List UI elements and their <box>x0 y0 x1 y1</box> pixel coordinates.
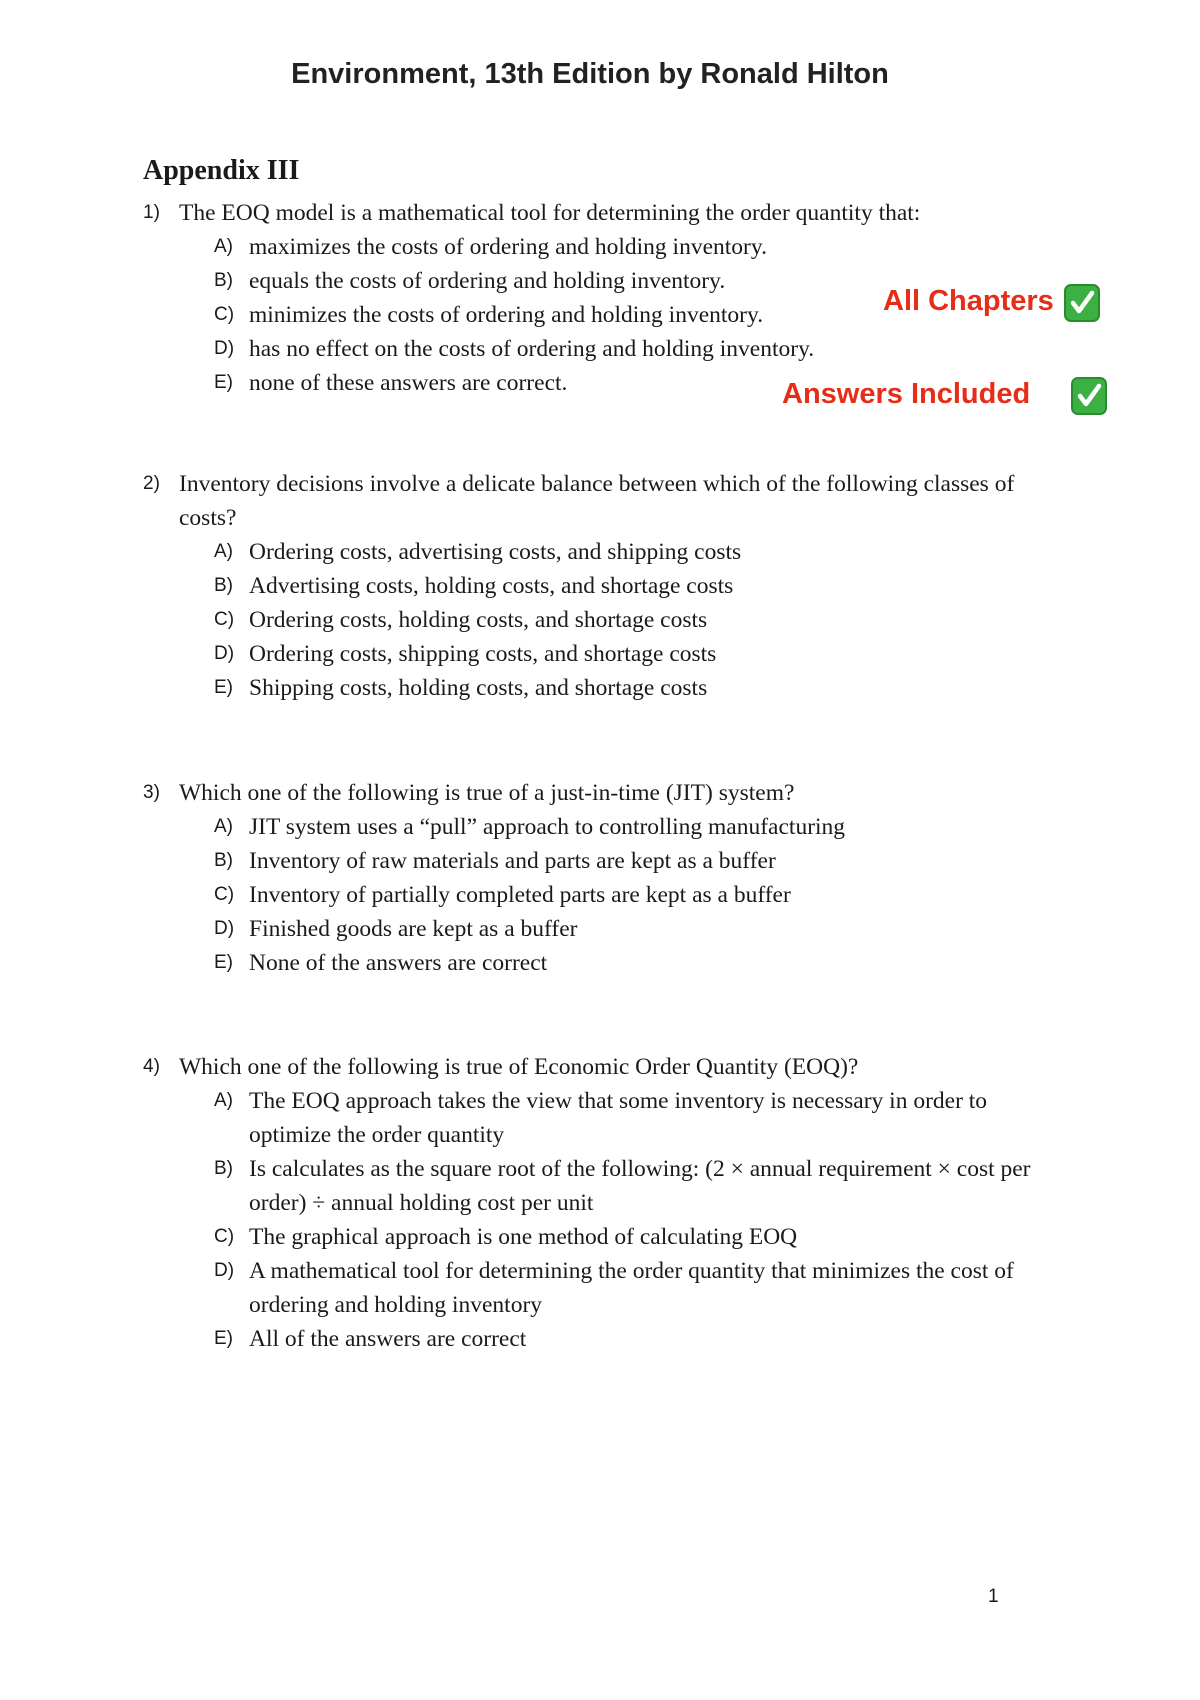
check-mark-icon <box>1064 284 1100 322</box>
question-number: 4) <box>143 1056 160 1077</box>
option-text: Ordering costs, shipping costs, and shortage costs <box>249 641 717 667</box>
option-d <box>214 332 1043 366</box>
check-mark-icon <box>1071 377 1107 415</box>
option-text: All of the answers are correct <box>249 1326 527 1352</box>
option-letter: D) <box>214 338 235 359</box>
option-c <box>214 1220 1043 1254</box>
option-text: None of the answers are correct <box>249 950 548 976</box>
option-a <box>214 1084 1043 1152</box>
option-c <box>214 878 1043 912</box>
option-letter: A) <box>214 1090 233 1111</box>
option-letter: C) <box>214 884 235 905</box>
question-text: Inventory decisions involve a delicate balance between which of the following classes of costs? <box>179 471 1015 531</box>
option-letter: E) <box>214 372 233 393</box>
option-e <box>214 671 1043 705</box>
option-d <box>214 912 1043 946</box>
option-text: minimizes the costs of ordering and holding inventory. <box>249 302 764 328</box>
option-letter: E) <box>214 952 233 973</box>
option-b <box>214 844 1043 878</box>
option-text: Shipping costs, holding costs, and shortage costs <box>249 675 708 701</box>
question-3 <box>143 776 1043 980</box>
option-letter: C) <box>214 609 235 630</box>
option-d <box>214 1254 1043 1322</box>
option-text: The graphical approach is one method of calculating EOQ <box>249 1224 798 1250</box>
option-c <box>214 603 1043 637</box>
option-text: equals the costs of ordering and holding inventory. <box>249 268 726 294</box>
option-text: maximizes the costs of ordering and holding inventory. <box>249 234 767 260</box>
option-text: Ordering costs, holding costs, and shortage costs <box>249 607 708 633</box>
option-letter: B) <box>214 575 233 596</box>
option-text: Is calculates as the square root of the following: (2 × annual requirement × cost per order) ÷ annual holding cost per unit <box>249 1156 1031 1216</box>
option-letter: C) <box>214 1226 235 1247</box>
option-b <box>214 569 1043 603</box>
question-number: 3) <box>143 782 160 803</box>
option-letter: A) <box>214 541 233 562</box>
question-text: The EOQ model is a mathematical tool for determining the order quantity that: <box>179 200 921 226</box>
answers-included-label: Answers Included <box>782 378 1031 410</box>
option-letter: D) <box>214 643 235 664</box>
option-letter: E) <box>214 1328 233 1349</box>
option-text: Advertising costs, holding costs, and shortage costs <box>249 573 734 599</box>
question-number: 2) <box>143 473 160 494</box>
option-letter: A) <box>214 816 233 837</box>
option-a <box>214 535 1043 569</box>
option-letter: D) <box>214 1260 235 1281</box>
option-letter: B) <box>214 270 233 291</box>
option-letter: C) <box>214 304 235 325</box>
question-text: Which one of the following is true of Economic Order Quantity (EOQ)? <box>179 1054 859 1080</box>
question-4 <box>143 1050 1043 1356</box>
option-text: JIT system uses a “pull” approach to controlling manufacturing <box>249 814 846 840</box>
option-letter: E) <box>214 677 233 698</box>
option-text: Finished goods are kept as a buffer <box>249 916 578 942</box>
option-letter: B) <box>214 1158 233 1179</box>
option-letter: A) <box>214 236 233 257</box>
page-number: 1 <box>988 1586 999 1607</box>
all-chapters-label: All Chapters <box>883 285 1054 317</box>
option-letter: D) <box>214 918 235 939</box>
option-e <box>214 1322 1043 1356</box>
option-text: Inventory of raw materials and parts are kept as a buffer <box>249 848 776 874</box>
question-2 <box>143 467 1043 705</box>
section-heading: Appendix III <box>143 155 300 186</box>
option-text: A mathematical tool for determining the order quantity that minimizes the cost of ordering and holding inventory <box>249 1258 1014 1318</box>
question-text: Which one of the following is true of a just-in-time (JIT) system? <box>179 780 795 806</box>
option-e <box>214 946 1043 980</box>
document-title: Environment, 13th Edition by Ronald Hilton <box>291 58 889 90</box>
option-a <box>214 810 1043 844</box>
option-text: Inventory of partially completed parts are kept as a buffer <box>249 882 791 908</box>
option-text: has no effect on the costs of ordering and holding inventory. <box>249 336 815 362</box>
option-text: The EOQ approach takes the view that some inventory is necessary in order to optimize the order quantity <box>249 1088 988 1148</box>
option-text: Ordering costs, advertising costs, and shipping costs <box>249 539 742 565</box>
option-letter: B) <box>214 850 233 871</box>
option-a <box>214 230 1043 264</box>
question-number: 1) <box>143 202 160 223</box>
option-text: none of these answers are correct. <box>249 370 568 396</box>
option-d <box>214 637 1043 671</box>
option-b <box>214 1152 1043 1220</box>
